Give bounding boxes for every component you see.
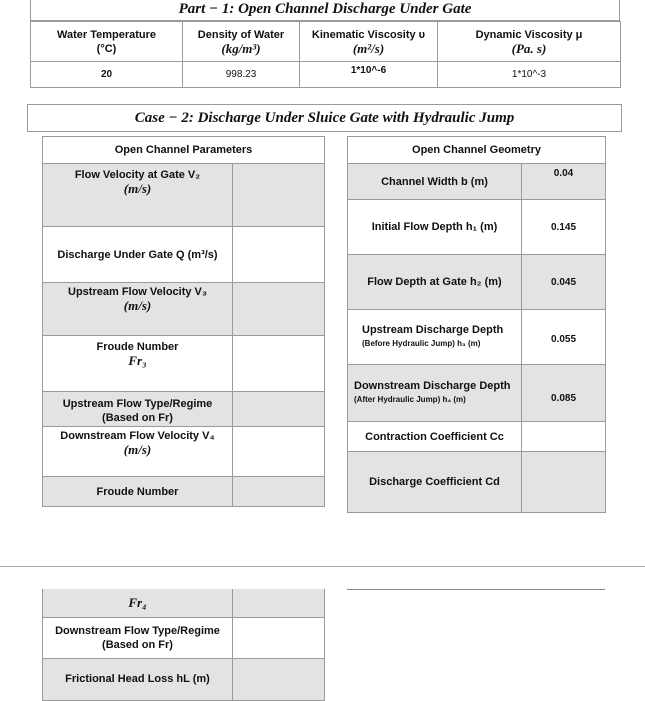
header-dynamic-viscosity: Dynamic Viscosity μ (Pa. s) [438, 22, 621, 62]
input-downstream-flow-regime[interactable] [233, 617, 325, 658]
row-froude-number-4-symbol: Fr₄ [43, 589, 233, 617]
properties-table [30, 21, 621, 88]
value-channel-width[interactable]: 0.04 [522, 164, 606, 200]
value-contraction-coefficient[interactable] [522, 422, 606, 452]
row-initial-flow-depth: Initial Flow Depth h₁ (m) [348, 200, 522, 255]
geometry-header: Open Channel Geometry [348, 137, 606, 164]
row-upstream-discharge-depth: Upstream Discharge Depth (Before Hydraulic Jump) h₃ (m) [348, 310, 522, 365]
value-density: 998.23 [183, 62, 300, 88]
row-discharge-coefficient: Discharge Coefficient Cd [348, 452, 522, 513]
input-flow-velocity-gate[interactable] [233, 164, 325, 227]
value-kinematic-viscosity: 1*10^-6 [300, 62, 438, 88]
parameters-header: Open Channel Parameters [43, 137, 325, 164]
row-flow-velocity-gate: Flow Velocity at Gate V₂ (m/s) [43, 164, 233, 227]
value-dynamic-viscosity: 1*10^-3 [438, 62, 621, 88]
geometry-table [347, 136, 606, 513]
row-downstream-flow-velocity: Downstream Flow Velocity V₄ (m/s) [43, 427, 233, 477]
case2-title: Case − 2: Discharge Under Sluice Gate with Hydraulic Jump [27, 104, 622, 132]
value-initial-flow-depth[interactable]: 0.145 [522, 200, 606, 255]
input-frictional-head-loss[interactable] [233, 658, 325, 700]
value-discharge-coefficient[interactable] [522, 452, 606, 513]
input-discharge-under-gate[interactable] [233, 227, 325, 283]
row-channel-width: Channel Width b (m) [348, 164, 522, 200]
row-downstream-flow-regime: Downstream Flow Type/Regime (Based on Fr) [43, 617, 233, 658]
input-froude-number-3[interactable] [233, 336, 325, 392]
row-upstream-flow-regime: Upstream Flow Type/Regime (Based on Fr) [43, 392, 233, 427]
row-froude-number-4: Froude Number [43, 477, 233, 507]
row-downstream-discharge-depth: Downstream Discharge Depth (After Hydraulic Jump) h₄ (m) [348, 365, 522, 422]
input-upstream-flow-velocity[interactable] [233, 283, 325, 336]
row-contraction-coefficient: Contraction Coefficient Cc [348, 422, 522, 452]
input-downstream-flow-velocity[interactable] [233, 427, 325, 477]
row-frictional-head-loss: Frictional Head Loss hL (m) [43, 658, 233, 700]
row-flow-depth-gate: Flow Depth at Gate h₂ (m) [348, 255, 522, 310]
part1-title: Part − 1: Open Channel Discharge Under Gate [30, 0, 620, 21]
row-upstream-flow-velocity: Upstream Flow Velocity V₃ (m/s) [43, 283, 233, 336]
value-water-temperature: 20 [31, 62, 183, 88]
parameters-table [42, 136, 325, 507]
page2-right-line [347, 589, 605, 590]
value-flow-depth-gate[interactable]: 0.045 [522, 255, 606, 310]
header-water-temperature: Water Temperature (°C) [31, 22, 183, 62]
header-kinematic-viscosity: Kinematic Viscosity υ (m²/s) [300, 22, 438, 62]
row-discharge-under-gate: Discharge Under Gate Q (m³/s) [43, 227, 233, 283]
value-downstream-discharge-depth[interactable]: 0.085 [522, 365, 606, 422]
header-density: Density of Water (kg/m³) [183, 22, 300, 62]
input-froude-number-4[interactable] [233, 477, 325, 507]
input-upstream-flow-regime[interactable] [233, 392, 325, 427]
value-upstream-discharge-depth[interactable]: 0.055 [522, 310, 606, 365]
input-froude-number-4-value[interactable] [233, 589, 325, 617]
row-froude-number-3: Froude Number Fr₃ [43, 336, 233, 392]
continuation-table [42, 589, 325, 701]
page-break-line [0, 566, 645, 567]
